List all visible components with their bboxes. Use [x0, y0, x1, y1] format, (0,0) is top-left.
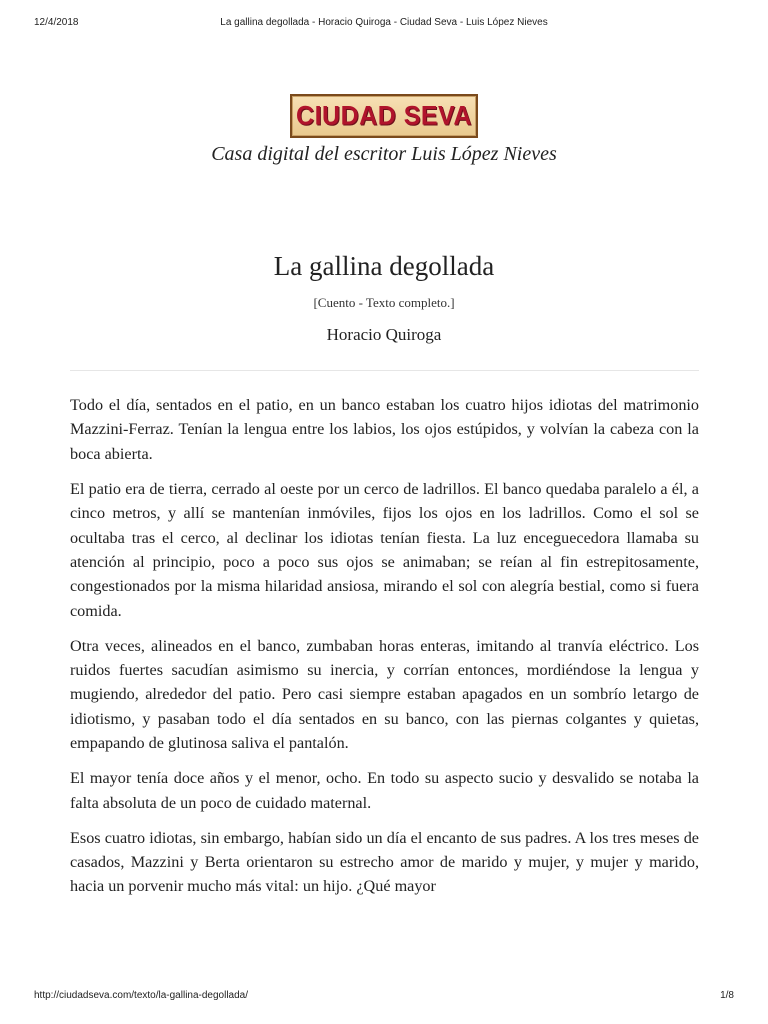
page-number: 1/8 — [720, 990, 734, 1001]
story-paragraph: El patio era de tierra, cerrado al oeste por un cerco de ladrillos. El banco quedaba paralelo a él, a cinco metros, y allí se mantenían inmóviles, fijos los ojos en los ladrillos. Como el sol se ocultaba tras el cerco, al declinar los idiotas tenían fiesta. La luz enceguecedora llamaba su atención al principio, poco a poco sus ojos se animaban; se reían al fin estrepitosamente, congestionados por la misma hilaridad ansiosa, mirando el sol con alegría bestial, como si fuera comida. — [70, 479, 699, 620]
story-paragraph: Todo el día, sentados en el patio, en un banco estaban los cuatro hijos idiotas del matrimonio Mazzini-Ferraz. Tenían la lengua entre los labios, los ojos estúpidos, y volvían la cabeza con la boca abierta. — [70, 396, 699, 463]
story-title: La gallina degollada — [273, 251, 495, 281]
site-tagline: Casa digital del escritor Luis López Nieves — [211, 143, 557, 165]
site-logo-container — [0, 94, 768, 143]
print-url: http://ciudadseva.com/texto/la-gallina-degollada/ — [34, 990, 249, 1001]
story-paragraph: Otra veces, alineados en el banco, zumbaban horas enteras, imitando al tranvía eléctrico. Los ruidos fuertes sacudían asimismo su inercia, y corrían entonces, mordiéndose la lengua y mugiendo, alrededor del patio. Pero casi siempre estaban apagados en un sombrío letargo de idiotismo, y pasaban todo el día sentados en su banco, con las piernas colgantes y quietas, empapando de glutinosa saliva el pantalón. — [70, 636, 699, 753]
print-document-title: La gallina degollada - Horacio Quiroga - Ciudad Seva - Luis López Nieves — [220, 17, 548, 28]
story-paragraph: El mayor tenía doce años y el menor, ocho. En todo su aspecto sucio y desvalido se notaba la falta absoluta de un poco de cuidado maternal. — [70, 769, 699, 812]
ciudad-seva-logo[interactable] — [290, 94, 478, 138]
print-header — [34, 17, 734, 31]
story-subtitle: [Cuento - Texto completo.] — [313, 295, 455, 310]
print-footer — [34, 990, 734, 1004]
logo-text: CIUDAD SEVA — [296, 100, 472, 132]
divider — [70, 370, 699, 371]
story-author: Horacio Quiroga — [326, 325, 442, 344]
story-paragraph: Esos cuatro idiotas, sin embargo, habían sido un día el encanto de sus padres. A los tres meses de casados, Mazzini y Berta orientaron su estrecho amor de marido y mujer, y mujer y marido, hacia un porvenir mucho más vital: un hijo. ¿Qué mayor — [70, 828, 699, 896]
story-body — [70, 393, 699, 909]
print-date: 12/4/2018 — [34, 17, 79, 28]
